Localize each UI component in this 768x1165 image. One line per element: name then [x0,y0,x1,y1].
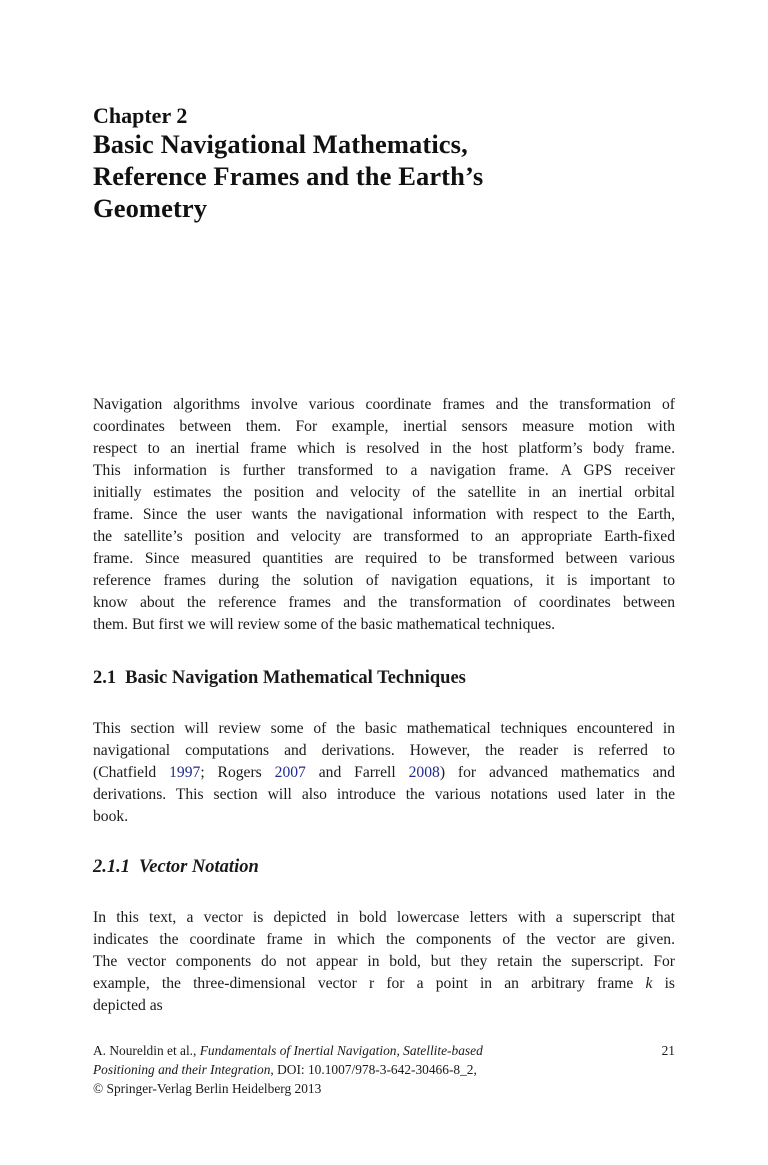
section-heading-2-1 [93,666,466,690]
text-line: frame. Since the user wants the navigational information with respect to the Earth, [93,506,675,523]
text-line: frame. Since measured quantities are required to be transformed between various [93,550,675,567]
intro-paragraph [93,394,675,636]
section-title: Basic Navigation Mathematical Techniques [125,668,466,688]
text-line: know about the reference frames and the transformation of coordinates between [93,594,675,611]
chapter-title-line: Basic Navigational Mathematics, [93,129,468,159]
citation-link-rogers-2007[interactable]: 2007 [274,764,306,781]
text-line: initially estimates the position and velocity of the satellite in an inertial orbital [93,484,675,501]
text-line: depicted as [93,997,163,1014]
footer-book-title: Positioning and their Integration [93,1062,271,1077]
section-number: 2.1 [93,668,117,688]
text-line: Navigation algorithms involve various coordinate frames and the transformation of [93,396,675,413]
footer-line [93,1041,675,1060]
chapter-label: Chapter 2 [93,103,188,128]
footer-line [93,1060,675,1079]
text-fragment: example, the three-dimensional vector r for a point in an arbitrary frame [93,975,646,992]
text-fragment: is [652,975,675,992]
citation-line [93,762,675,784]
citation-link-farrell-2008[interactable]: 2008 [408,764,440,781]
text-line: derivations. This section will also introduce the various notations used later in the [93,786,675,803]
text-fragment: ) for advanced mathematics and [439,764,675,781]
text-line: The vector components do not appear in bold, but they retain the superscript. For [93,953,675,970]
text-line: book. [93,808,129,825]
footer-book-title: Fundamentals of Inertial Navigation, Satellite-based [199,1043,483,1058]
subsection-number: 2.1.1 [93,857,130,877]
text-line [93,973,675,995]
text-line: reference frames during the solution of navigation equations, it is important to [93,572,675,589]
text-line: indicates the coordinate frame in which the components of the vector are given. [93,931,675,948]
section-2-1-paragraph [93,718,675,828]
text-line: the satellite’s position and velocity are transformed to an appropriate Earth-fixed [93,528,675,545]
page-footer [93,1041,675,1098]
subsection-heading-2-1-1 [93,855,259,879]
text-line: them. But first we will review some of the basic mathematical techniques. [93,616,556,633]
chapter-title [93,128,613,224]
chapter-title-line: Geometry [93,193,208,223]
text-line: This section will review some of the basic mathematical techniques encountered in [93,720,675,737]
footer-copyright: © Springer-Verlag Berlin Heidelberg 2013 [93,1081,322,1096]
vector-notation-paragraph [93,907,675,1017]
footer-doi: , DOI: 10.1007/978-3-642-30466-8_2, [270,1062,477,1077]
text-line: In this text, a vector is depicted in bold lowercase letters with a superscript that [93,909,675,926]
text-fragment: and Farrell [305,764,409,781]
page-number: 21 [661,1043,675,1058]
chapter-title-line: Reference Frames and the Earth’s [93,161,484,191]
text-fragment: (Chatfield [93,764,170,781]
subsection-title: Vector Notation [139,857,259,877]
text-fragment: ; Rogers [200,764,275,781]
footer-authors: A. Noureldin et al., [93,1043,200,1058]
citation-link-chatfield-1997[interactable]: 1997 [169,764,201,781]
text-line: respect to an inertial frame which is resolved in the host platform’s body frame. [93,440,675,457]
text-line: coordinates between them. For example, inertial sensors measure motion with [93,418,675,435]
frame-variable: k [645,975,653,992]
text-line: This information is further transformed to a navigation frame. A GPS receiver [93,462,675,479]
text-line: navigational computations and derivations. However, the reader is referred to [93,742,675,759]
